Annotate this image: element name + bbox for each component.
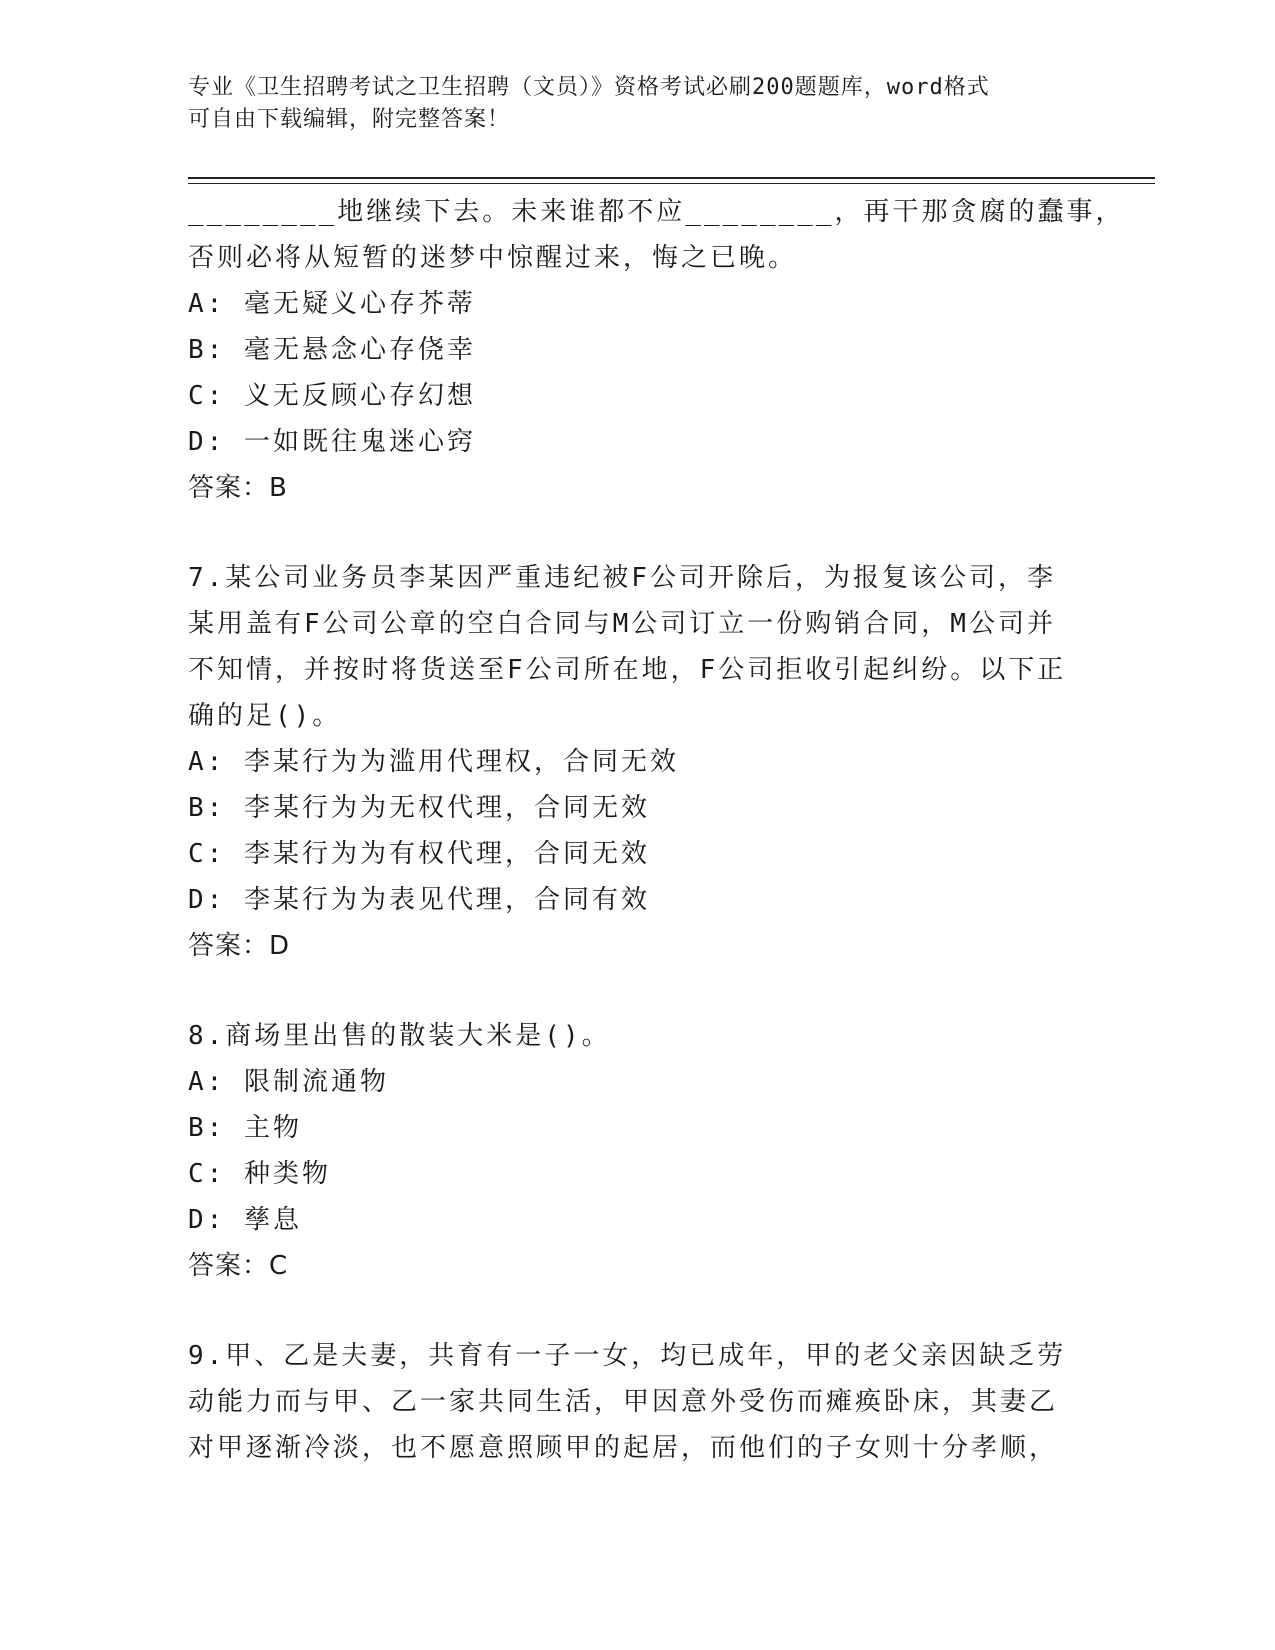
option-b: B: 毫无悬念心存侥幸 (188, 335, 476, 365)
spacer (188, 511, 1088, 555)
question-text-line: 7.某公司业务员李某因严重违纪被F公司开除后，为报复该公司，李 (188, 563, 1056, 593)
option-d: D: 一如既往鬼迷心窍 (188, 427, 476, 457)
spacer (188, 969, 1088, 1013)
option-a: A: 李某行为为滥用代理权，合同无效 (188, 747, 679, 777)
question-8 (188, 1013, 1088, 1289)
option-a: A: 限制流通物 (188, 1067, 389, 1097)
question-7 (188, 555, 1088, 969)
spacer (188, 1289, 1088, 1333)
answer: 答案：C (188, 1251, 289, 1281)
option-c: C: 义无反顾心存幻想 (188, 381, 476, 411)
option-d: D: 李某行为为表见代理，合同有效 (188, 885, 650, 915)
question-text-line: 对甲逐渐冷淡，也不愿意照顾甲的起居，而他们的子女则十分孝顺， (188, 1433, 1059, 1463)
question-content (188, 189, 1125, 1471)
question-9 (188, 1333, 1088, 1471)
option-d: D: 孳息 (188, 1205, 302, 1235)
document-header (188, 72, 1068, 136)
option-b: B: 主物 (188, 1113, 302, 1143)
question-text-line: 动能力而与甲、乙一家共同生活，甲因意外受伤而瘫痪卧床，其妻乙 (188, 1387, 1059, 1417)
question-text-line: 某用盖有F公司公章的空白合同与M公司订立一份购销合同，M公司并 (188, 609, 1056, 639)
question-6 (188, 189, 1125, 511)
option-c: C: 李某行为为有权代理，合同无效 (188, 839, 650, 869)
question-text-line: 9.甲、乙是夫妻，共育有一子一女，均已成年，甲的老父亲因缺乏劳 (188, 1341, 1067, 1371)
option-a: A: 毫无疑义心存芥蒂 (188, 289, 476, 319)
question-text-line: ________地继续下去。未来谁都不应________，再干那贪腐的蠢事， (188, 197, 1125, 227)
option-b: B: 李某行为为无权代理，合同无效 (188, 793, 650, 823)
option-c: C: 种类物 (188, 1159, 331, 1189)
question-text-line: 确的足()。 (188, 701, 342, 731)
question-text-line: 不知情，并按时将货送至F公司所在地，F公司拒收引起纠纷。以下正 (188, 655, 1067, 685)
header-line-2: 可自由下载编辑，附完整答案！ (188, 107, 511, 132)
answer: 答案：D (188, 931, 291, 961)
header-line-1: 专业《卫生招聘考试之卫生招聘（文员）》资格考试必刷200题题库，word格式 (188, 75, 990, 100)
header-rule-thick (188, 177, 1155, 179)
question-text-line: 8.商场里出售的散装大米是()。 (188, 1021, 611, 1051)
question-text-line: 否则必将从短暂的迷梦中惊醒过来，悔之已晚。 (188, 243, 798, 273)
answer: 答案：B (188, 473, 288, 503)
header-rule-thin (188, 183, 1155, 184)
